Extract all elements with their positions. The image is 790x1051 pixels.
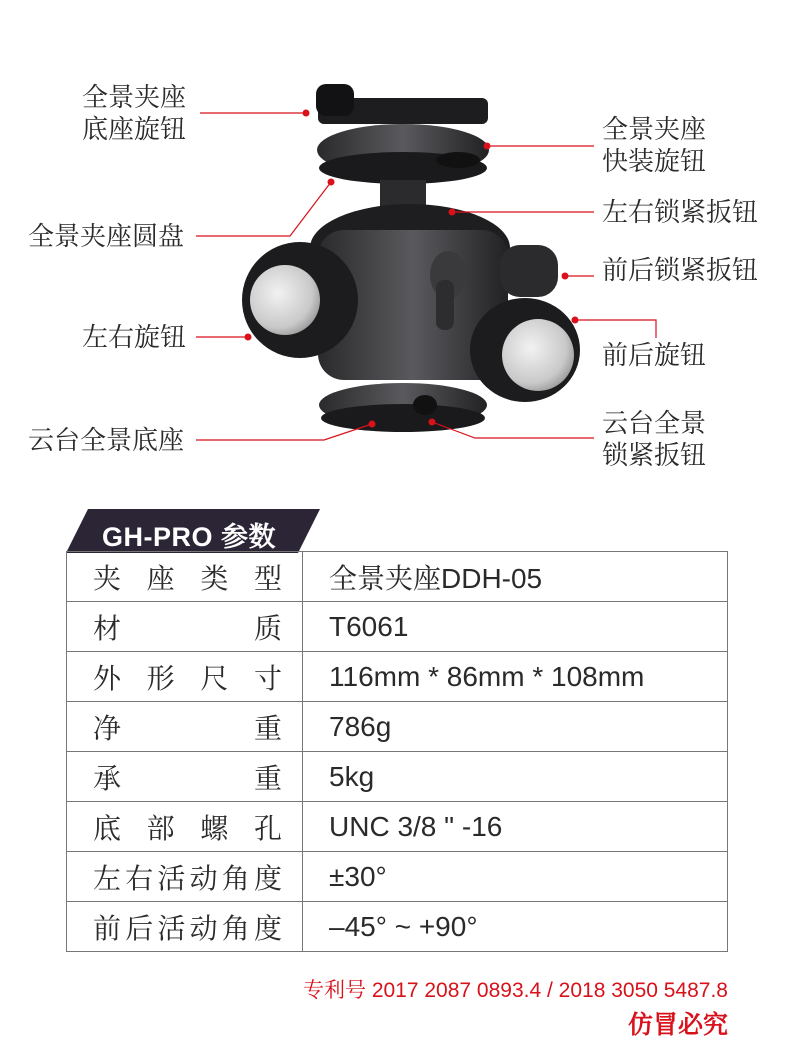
spec-key: 净重 <box>67 702 303 752</box>
label-line-2: 快装旋钮 <box>602 147 707 177</box>
label-lr-knob: 左右旋钮 <box>82 323 187 353</box>
spec-row <box>67 652 728 702</box>
spec-title: GH-PRO 参数 <box>102 522 277 552</box>
spec-row <box>67 902 728 952</box>
spec-row <box>67 752 728 802</box>
label-pano-clamp-quick-knob <box>602 114 706 178</box>
patent-number: 专利号 2017 2087 0893.4 / 2018 3050 5487.8 <box>302 979 728 1002</box>
spec-value: 全景夹座DDH-05 <box>303 552 728 602</box>
spec-key: 材质 <box>67 602 303 652</box>
label-lr-lock-lever: 左右锁紧扳钮 <box>602 198 759 228</box>
spec-value: 5kg <box>303 752 728 802</box>
spec-key: 外形尺寸 <box>67 652 303 702</box>
spec-value: 116mm * 86mm * 108mm <box>303 652 728 702</box>
label-fb-lock-lever: 前后锁紧扳钮 <box>602 256 759 286</box>
label-pano-clamp-disc: 全景夹座圆盘 <box>28 222 185 252</box>
spec-row <box>67 602 728 652</box>
spec-value: 786g <box>303 702 728 752</box>
label-line-1: 云台全景 <box>602 409 707 439</box>
label-pan-base: 云台全景底座 <box>28 426 185 456</box>
spec-key: 前后活动角度 <box>67 902 303 952</box>
label-line-1: 全景夹座 <box>82 83 187 113</box>
spec-value: UNC 3/8 " -16 <box>303 802 728 852</box>
spec-row <box>67 702 728 752</box>
anti-counterfeit-warning: 仿冒必究 <box>627 1010 728 1039</box>
label-line-1: 全景夹座 <box>602 115 707 145</box>
spec-value: ±30° <box>303 852 728 902</box>
spec-value: T6061 <box>303 602 728 652</box>
spec-row <box>67 852 728 902</box>
label-line-2: 底座旋钮 <box>82 115 187 145</box>
label-line-2: 锁紧扳钮 <box>602 441 707 471</box>
spec-key: 夹座类型 <box>67 552 303 602</box>
spec-key: 承重 <box>67 752 303 802</box>
label-pan-lock-lever <box>602 408 706 472</box>
label-fb-knob: 前后旋钮 <box>602 341 707 371</box>
spec-key: 左右活动角度 <box>67 852 303 902</box>
spec-row <box>67 802 728 852</box>
spec-key: 底部螺孔 <box>67 802 303 852</box>
spec-value: –45° ~ +90° <box>303 902 728 952</box>
spec-table <box>66 551 728 952</box>
label-pano-clamp-base-knob <box>82 82 186 146</box>
spec-row <box>67 552 728 602</box>
spec-title-tag <box>66 509 320 553</box>
